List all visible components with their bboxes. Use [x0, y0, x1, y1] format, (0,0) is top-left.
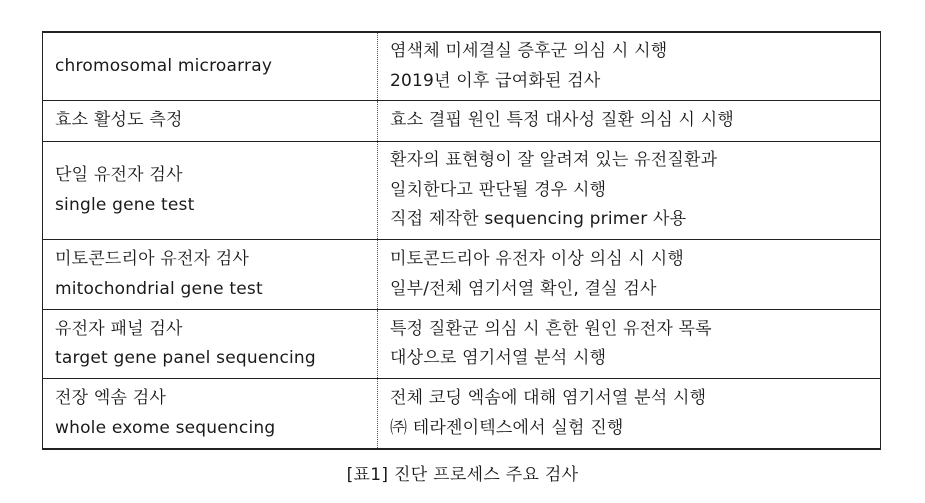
test-description-line: 특정 질환군 의심 시 흔한 원인 유전자 목록 — [390, 318, 712, 339]
test-name-line: whole exome sequencing — [55, 417, 276, 438]
table-row-chromosomal-microarray — [43, 32, 881, 101]
test-description-cell — [378, 240, 881, 310]
test-name-line: target gene panel sequencing — [55, 348, 316, 368]
test-name-cell — [43, 310, 378, 379]
test-name-cell — [43, 101, 378, 142]
test-name-line: 유전자 패널 검사 — [55, 318, 183, 339]
table-row-gene-panel — [43, 310, 881, 379]
test-description-cell — [378, 32, 881, 101]
test-name-line: 효소 활성도 측정 — [55, 110, 183, 131]
test-name-line: 단일 유전자 검사 — [55, 165, 183, 185]
test-name-cell — [43, 32, 378, 101]
test-description-line: ㈜ 테라젠이텍스에서 실험 진행 — [390, 417, 624, 438]
test-name-cell — [43, 379, 378, 450]
test-description-line: 직접 제작한 sequencing primer 사용 — [390, 209, 687, 230]
test-description-line: 일부/전체 염기서열 확인, 결실 검사 — [390, 278, 657, 299]
test-name-line: 미토콘드리아 유전자 검사 — [55, 249, 250, 269]
test-description-line: 환자의 표현형이 잘 알려져 있는 유전질환과 — [390, 150, 718, 171]
test-description-line: 미토콘드리아 유전자 이상 의심 시 시행 — [390, 249, 684, 269]
test-description-line: 2019년 이후 급여화된 검사 — [390, 70, 601, 91]
table-row-whole-exome — [43, 379, 881, 450]
table-row-mitochondrial-gene-test — [43, 240, 881, 310]
test-description-cell — [378, 142, 881, 240]
table-row-single-gene-test — [43, 142, 881, 240]
test-name-line: 전장 엑솜 검사 — [55, 388, 166, 408]
test-description-line: 효소 결핍 원인 특정 대사성 질환 의심 시 시행 — [390, 110, 735, 131]
test-description-line: 대상으로 염기서열 분석 시행 — [390, 348, 607, 368]
test-description-line: 일치한다고 판단될 경우 시행 — [390, 179, 607, 200]
test-name-cell — [43, 142, 378, 240]
test-name-line: chromosomal microarray — [55, 55, 273, 76]
table-caption: [표1] 진단 프로세스 주요 검사 — [346, 465, 579, 485]
test-name-cell — [43, 240, 378, 310]
table-row-enzyme-activity — [43, 101, 881, 142]
test-name-line: mitochondrial gene test — [55, 278, 263, 299]
test-description-cell — [378, 101, 881, 142]
test-description-cell — [378, 379, 881, 450]
test-description-line: 전체 코딩 엑솜에 대해 염기서열 분석 시행 — [390, 388, 707, 408]
test-description-cell — [378, 310, 881, 379]
test-description-line: 염색체 미세결실 증후군 의심 시 시행 — [390, 41, 668, 61]
test-name-line: single gene test — [55, 194, 195, 215]
diagnostic-tests-table — [42, 31, 881, 450]
